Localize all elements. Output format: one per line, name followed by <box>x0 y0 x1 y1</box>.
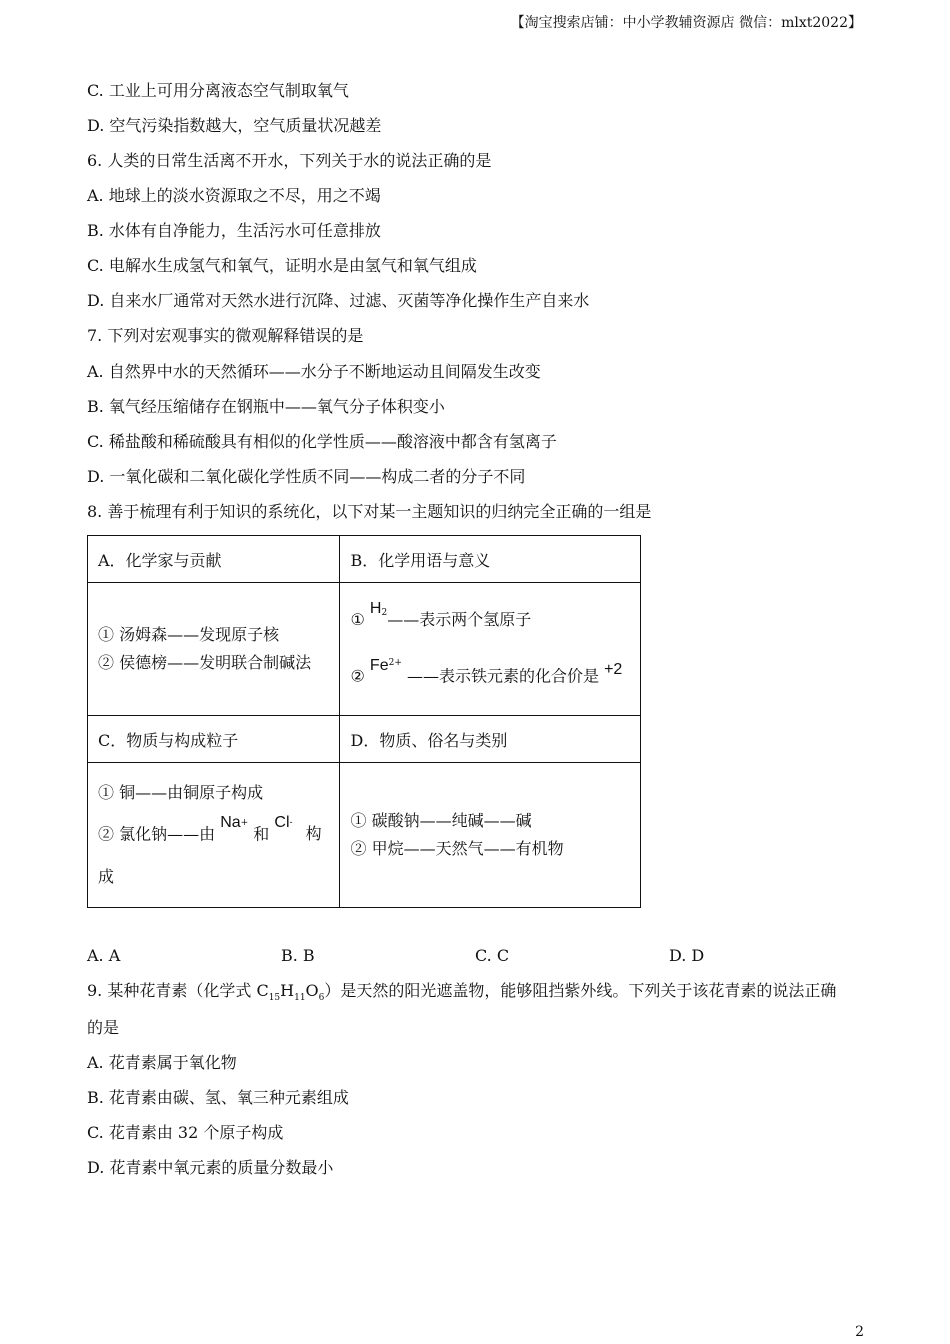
cell-b-title: B．化学用语与意义 <box>340 536 641 583</box>
cell-d-item-2: ② 甲烷——天然气——有机物 <box>350 839 564 858</box>
q5-option-c: C. 工业上可用分离液态空气制取氧气 <box>87 81 349 100</box>
cell-c-item-2-end: 成 <box>98 867 115 887</box>
q8-option-b: B. B <box>281 946 315 965</box>
cell-c-item-1: ① 铜——由铜原子构成 <box>98 782 264 802</box>
q7-option-d: D. 一氧化碳和二氧化碳化学性质不同——构成二者的分子不同 <box>87 467 526 486</box>
q6-option-b: B. 水体有自净能力，生活污水可任意排放 <box>87 221 381 240</box>
q8-table <box>87 535 641 908</box>
q7-stem: 7. 下列对宏观事实的微观解释错误的是 <box>87 326 364 345</box>
q8-option-c: C. C <box>475 946 510 965</box>
q6-option-a: A. 地球上的淡水资源取之不尽，用之不竭 <box>87 186 381 205</box>
q6-stem: 6. 人类的日常生活离不开水，下列关于水的说法正确的是 <box>87 151 492 170</box>
cell-d-item-1: ① 碳酸钠——纯碱——碱 <box>350 811 532 830</box>
q7-option-b: B. 氧气经压缩储存在钢瓶中——氧气分子体积变小 <box>87 397 445 416</box>
cell-a-title: A．化学家与贡献 <box>88 536 340 583</box>
q5-option-d: D. 空气污染指数越大，空气质量状况越差 <box>87 116 382 135</box>
cell-c-item-2: ② 氯化钠——由 Na+ 和 Cl- 构 <box>98 814 322 844</box>
page-header: 【淘宝搜索店铺：中小学教辅资源店 微信：mlxt2022】 <box>510 15 862 31</box>
q9-option-b: B. 花青素由碳、氢、氧三种元素组成 <box>87 1088 349 1107</box>
q8-option-d: D. D <box>669 946 705 965</box>
cell-a-body <box>88 583 340 716</box>
cell-c-title: C．物质与构成粒子 <box>88 716 340 763</box>
cell-d-body <box>340 763 641 908</box>
q9-stem-line-1: 9. 某种花青素（化学式 $C_{15}H_{11}O_6$）是天然的阳光遮盖物，能够阻挡紫外线。下列关于该花青素的说法正确 <box>87 981 837 1004</box>
cell-a-item-2: ② 侯德榜——发明联合制碱法 <box>98 653 312 672</box>
q8-stem: 8. 善于梳理有利于知识的系统化，以下对某一主题知识的归纳完全正确的一组是 <box>87 502 652 521</box>
cell-b-body <box>340 583 641 716</box>
q7-option-c: C. 稀盐酸和稀硫酸具有相似的化学性质——酸溶液中都含有氢离子 <box>87 432 557 451</box>
q8-option-a: A. A <box>87 946 121 965</box>
cell-d-title: D．物质、俗名与类别 <box>340 716 641 763</box>
q6-option-d: D. 自来水厂通常对天然水进行沉降、过滤、灭菌等净化操作生产自来水 <box>87 291 590 310</box>
q9-option-d: D. 花青素中氧元素的质量分数最小 <box>87 1158 334 1177</box>
cell-c-body <box>88 763 340 908</box>
q7-option-a: A. 自然界中水的天然循环——水分子不断地运动且间隔发生改变 <box>87 362 541 381</box>
q9-option-a: A. 花青素属于氧化物 <box>87 1053 237 1072</box>
cell-a-item-1: ① 汤姆森——发现原子核 <box>98 625 280 644</box>
cell-b-item-2: ② $Fe^{2+}$ ——表示铁元素的化合价是 +2 <box>350 656 623 686</box>
page-number: 2 <box>855 1324 864 1340</box>
cell-b-item-1: ① $H_2——$表示两个氢原子 <box>350 600 532 630</box>
q9-option-c: C. 花青素由 32 个原子构成 <box>87 1123 284 1142</box>
q6-option-c: C. 电解水生成氢气和氧气，证明水是由氢气和氧气组成 <box>87 256 477 275</box>
q9-stem-line-2: 的是 <box>87 1018 120 1037</box>
